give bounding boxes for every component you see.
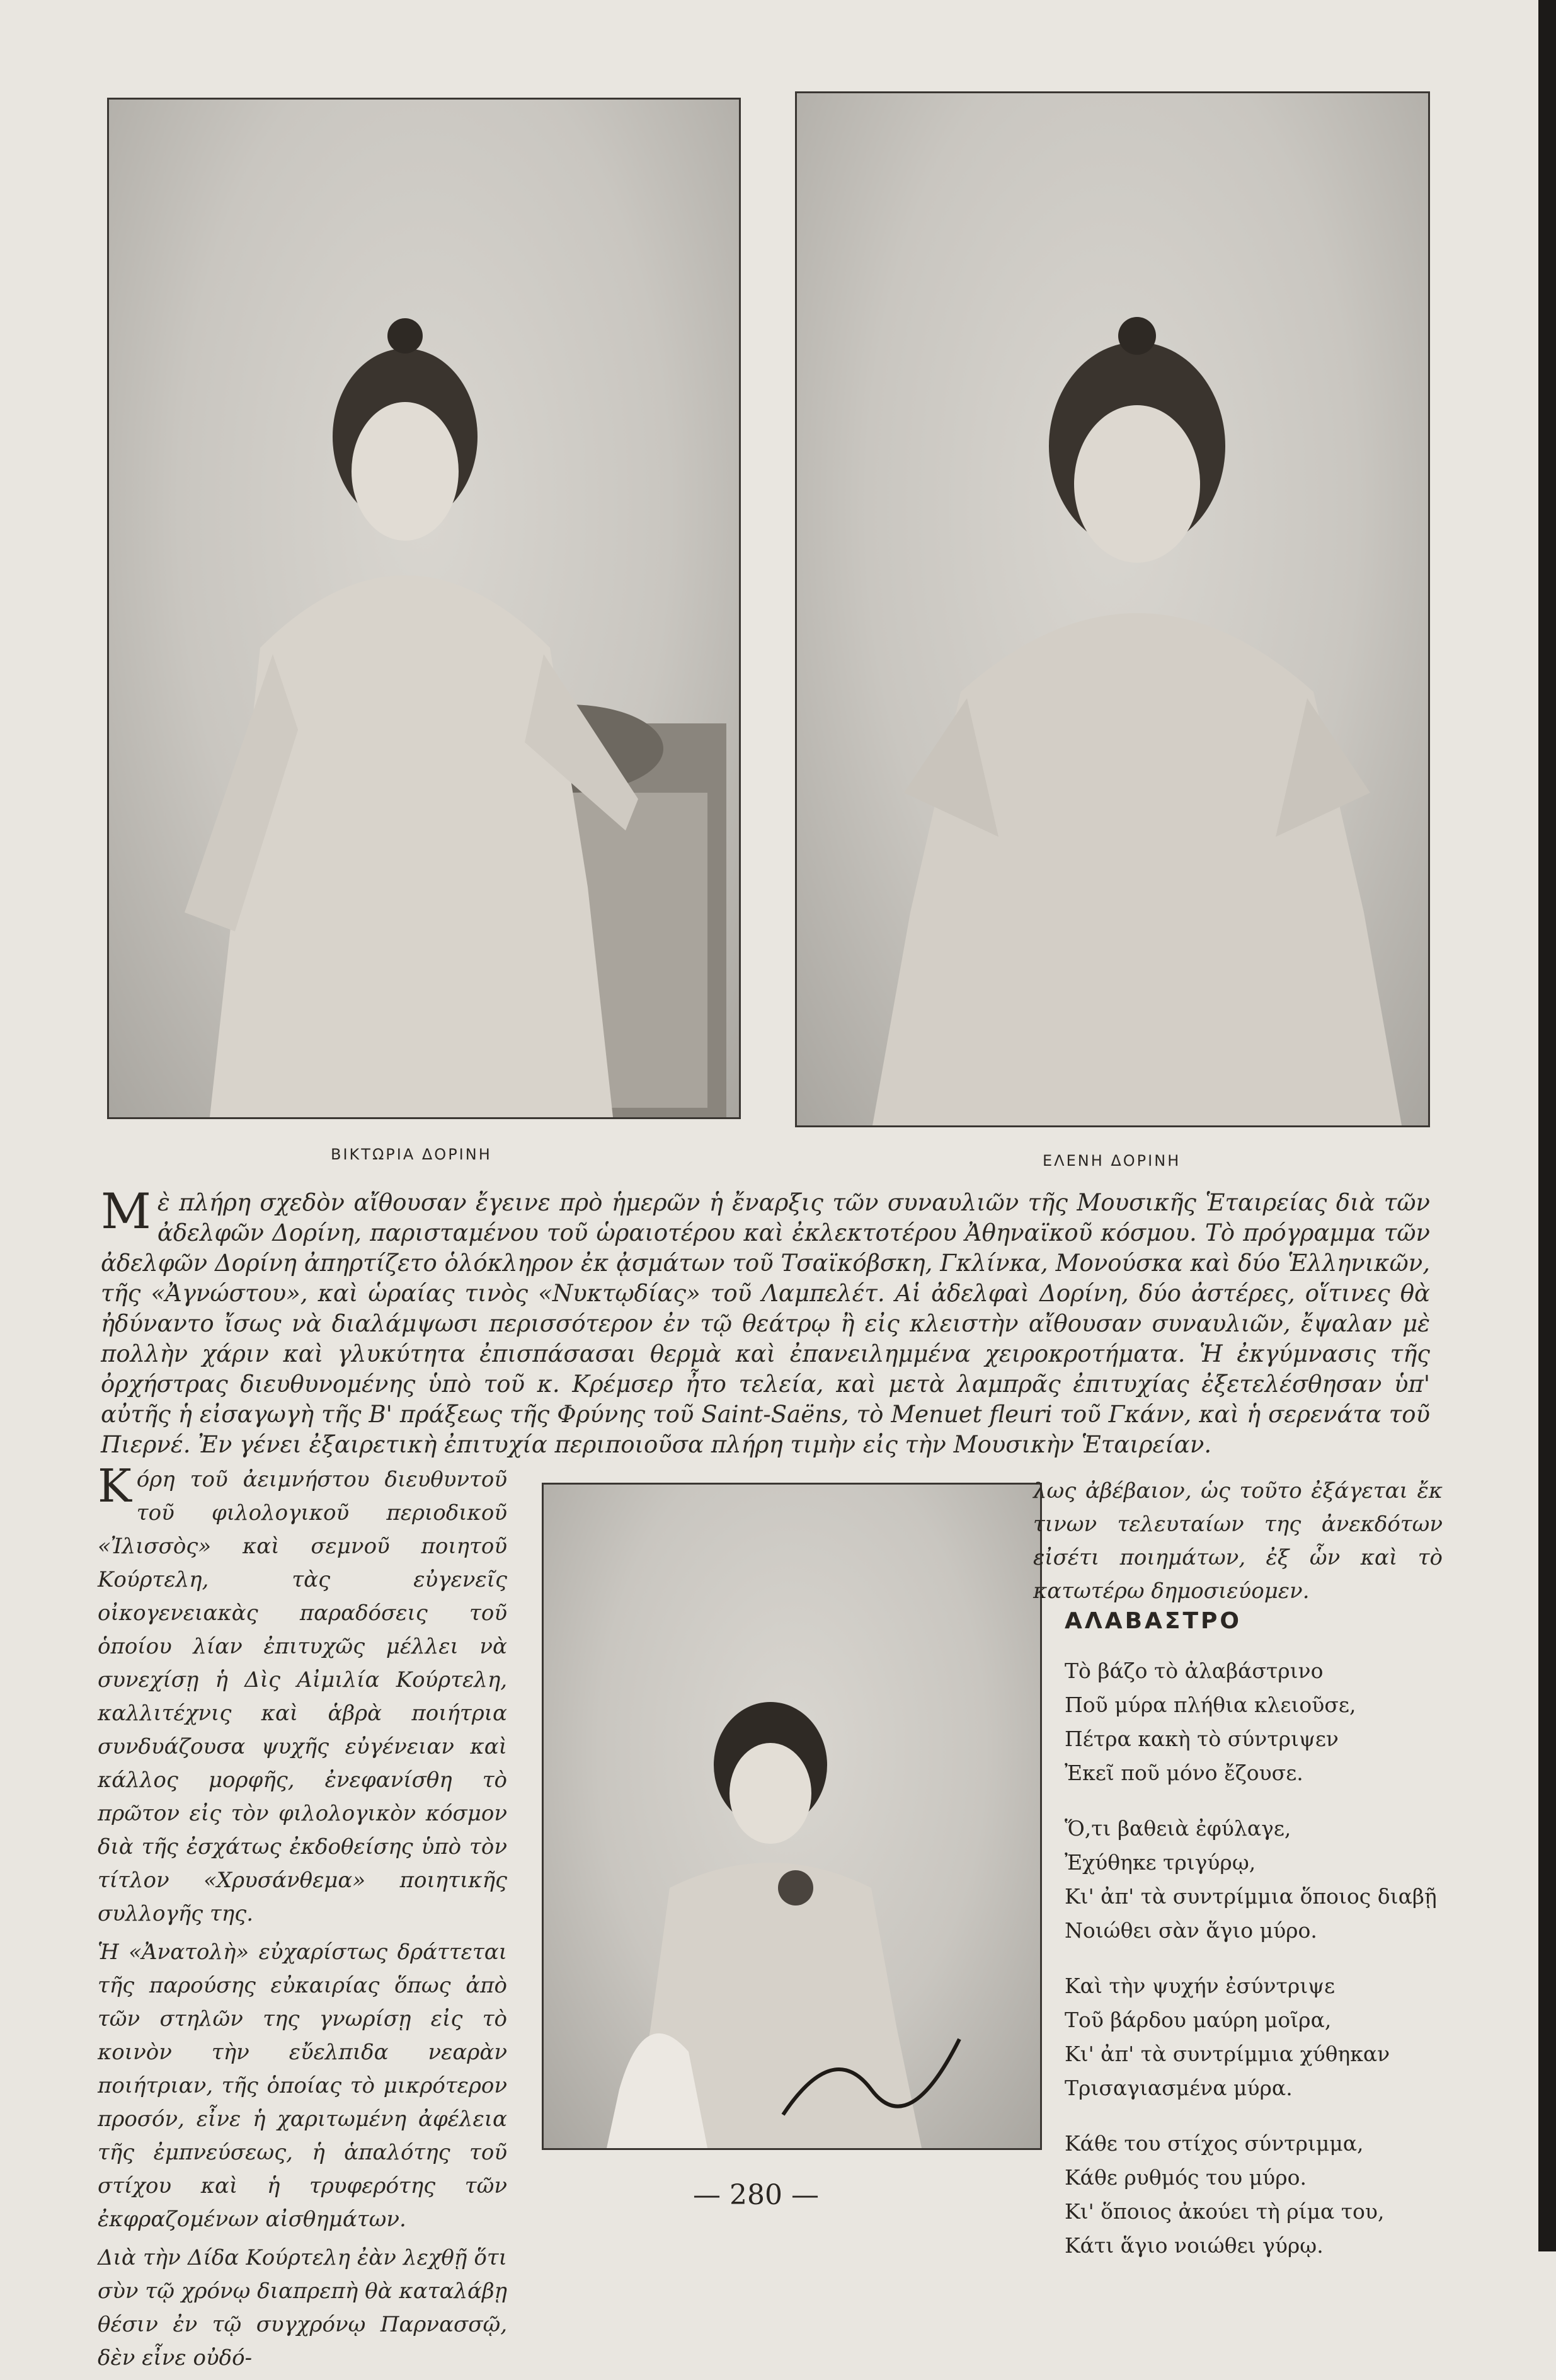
page-number: — 280 — <box>693 2179 819 2211</box>
poem-line: Καὶ τὴν ψυχήν ἐσύντριψε <box>1065 1974 1336 1998</box>
poem-line: Κι' ἀπ' τὰ συντρίμμια ὅποιος διαβῇ <box>1065 1884 1437 1909</box>
poem-line: Νοιώθει σὰν ἅγιο μύρο. <box>1065 1918 1317 1943</box>
poem-line: Κι' ἀπ' τὰ συντρίμμια χύθηκαν <box>1065 2042 1390 2066</box>
poem-line: Ὅ,τι βαθειὰ ἐφύλαγε, <box>1065 1816 1291 1841</box>
left-column-p3: Διὰ τὴν Δίδα Κούρτελη ἐὰν λεχθῇ ὅτι σὺν τῷ χρόνῳ διαπρεπὴ θὰ καταλάβῃ θέσιν ἐν τῷ συγχρόνῳ Παρνασσῷ, δὲν εἶνε οὐδό- <box>98 2245 507 2371</box>
poem-line: Τὸ βάζο τὸ ἀλαβάστρινο <box>1065 1659 1324 1683</box>
poem-line: Τοῦ βάρδου μαύρη μοῖρα, <box>1065 2008 1332 2032</box>
poem-stanza <box>1065 2127 1506 2263</box>
photo-eleni-dorini <box>795 91 1430 1127</box>
poem-line: Ποῦ μύρα πλήθια κλειοῦσε, <box>1065 1693 1356 1717</box>
photo-viktoria-dorini <box>107 98 741 1119</box>
photo-aimilia-kourteli <box>542 1483 1042 2150</box>
poem-title: ΑΛΑΒΑΣΤΡΟ <box>1065 1608 1242 1634</box>
page-binding-edge <box>1538 0 1556 2251</box>
poem-line: Κάτι ἅγιο νοιώθει γύρῳ. <box>1065 2233 1324 2258</box>
drop-cap: Μ <box>101 1183 151 1240</box>
poem-line: Κάθε ρυθμός του μύρο. <box>1065 2165 1307 2190</box>
drop-cap: Κ <box>98 1459 132 1512</box>
left-column-p2: Ἡ «Ἀνατολὴ» εὐχαρίστως δράττεται τῆς παρούσης εὐκαιρίας ὅπως ἀπὸ τῶν στηλῶν της γνωρίσῃ εἰς τὸ κοινὸν τὴν εὔελπιδα νεαρὰν ποιήτριαν, τῆς ὁποίας τὸ μικρότερον προσόν, εἶνε ἡ χαριτωμένη ἀφέλεια τῆς ἐμπνεύσεως, ἡ ἁπαλότης τοῦ στίχου καὶ ἡ τρυφερότης τῶν ἐκφραζομένων αἰσθημάτων. <box>98 1940 507 2232</box>
poem-stanza <box>1065 1969 1506 2105</box>
poem-line: Κι' ὅποιος ἀκούει τὴ ρίμα του, <box>1065 2199 1385 2224</box>
poem-line: Ἐκεῖ ποῦ μόνο ἔζουσε. <box>1065 1761 1303 1785</box>
poem-line: Ἐχύθηκε τριγύρῳ, <box>1065 1850 1256 1875</box>
poem-alavastro <box>1065 1654 1506 2284</box>
caption-right-photo: ΕΛΕΝΗ ΔΟΡΙΝΗ <box>1043 1152 1181 1170</box>
left-column-p1-text: όρη τοῦ ἀειμνήστου διευθυντοῦ τοῦ φιλολογικοῦ περιοδικοῦ «Ἰλισσὸς» καὶ σεμνοῦ ποιητοῦ Κούρτελη, τὰς εὐγενεῖς οἰκογενειακὰς παραδόσεις τοῦ ὁποίου λίαν ἐπιτυχῶς μέλλει νὰ συνεχίσῃ ἡ Δὶς Αἰμιλία Κούρτελη, καλλιτέχνις καὶ ἁβρὰ ποιήτρια συνδυάζουσα ψυχῆς εὐγένειαν καὶ κάλλος μορφῆς, ἐνεφανίσθη τὸ πρῶτον εἰς τὸν φιλολογικὸν κόσμον διὰ τῆς ἐσχάτως ἐκδοθείσης ὑπὸ τὸν τίτλον «Χρυσάνθεμα» ποιητικῆς συλλογῆς της. <box>98 1467 507 1926</box>
poem-line: Κάθε του στίχος σύντριμμα, <box>1065 2131 1364 2156</box>
caption-left-photo: ΒΙΚΤΩΡΙΑ ΔΟΡΙΝΗ <box>331 1146 492 1163</box>
left-column <box>98 1459 507 2380</box>
right-column-intro: λως ἀβέβαιον, ὡς τοῦτο ἐξάγεται ἔκ τινων τελευταίων της ἀνεκδότων εἰσέτι ποιημάτων, ἐξ ὧν καὶ τὸ κατωτέρω δημοσιεύομεν. <box>1033 1478 1443 1604</box>
left-column-p1 <box>98 1459 507 1931</box>
poem-line: Τρισαγιασμένα μύρα. <box>1065 2076 1293 2100</box>
poem-stanza <box>1065 1812 1506 1948</box>
intro-paragraph <box>101 1183 1430 1460</box>
poem-line: Πέτρα κακὴ τὸ σύντριψεν <box>1065 1727 1339 1751</box>
intro-text: ὲ πλήρη σχεδὸν αἴθουσαν ἔγεινε πρὸ ἡμερῶν ἡ ἔναρξις τῶν συναυλιῶν τῆς Μουσικῆς Ἑταιρείας διὰ τῶν ἀδελφῶν Δορίνη, παρισταμένου τοῦ ὡραιοτέρου καὶ ἐκλεκτοτέρου Ἀθηναϊκοῦ κόσμου. Τὸ πρόγραμμα τῶν ἀδελφῶν Δορίνη ἀπηρτίζετο ὁλόκληρον ἐκ ᾀσμάτων τοῦ Τσαϊκόβσκη, Γκλίνκα, Μονούσκα καὶ δύο Ἑλληνικῶν, τῆς «Ἀγνώστου», καὶ ὡραίας τινὸς «Νυκτῳδίας» τοῦ Λαμπελέτ. Αἱ ἀδελφαὶ Δορίνη, δύο ἀστέρες, οἵτινες θὰ ἠδύναντο ἴσως νὰ διαλάμψωσι περισσότερον ἐν τῷ θεάτρῳ ἢ εἰς κλειστὴν αἴθουσαν συναυλιῶν, ἔψαλαν μὲ πολλὴν χάριν καὶ γλυκύτητα ἐπισπάσασαι θερμὰ καὶ ἐπανειλημμένα χειροκροτήματα. Ἡ ἐκγύμνασις τῆς ὀρχήστρας διευθυνομένης ὑπὸ τοῦ κ. Κρέμσερ ἦτο τελεία, καὶ μετὰ λαμπρᾶς ἐπιτυχίας ἐξετελέσθησαν ὑπ' αὐτῆς ἡ εἰσαγωγὴ τῆς Β' πράξεως τῆς Φρύνης τοῦ Saint-Saëns, τὸ Menuet fleuri τοῦ Γκάνν, καὶ ἡ σερενάτα τοῦ Πιερνέ. Ἐν γένει ἐξαιρετικὴ ἐπιτυχία περιποιοῦσα πλήρη τιμὴν εἰς τὴν Μουσικὴν Ἑταιρείαν. <box>101 1189 1430 1458</box>
poem-stanza <box>1065 1654 1506 1790</box>
